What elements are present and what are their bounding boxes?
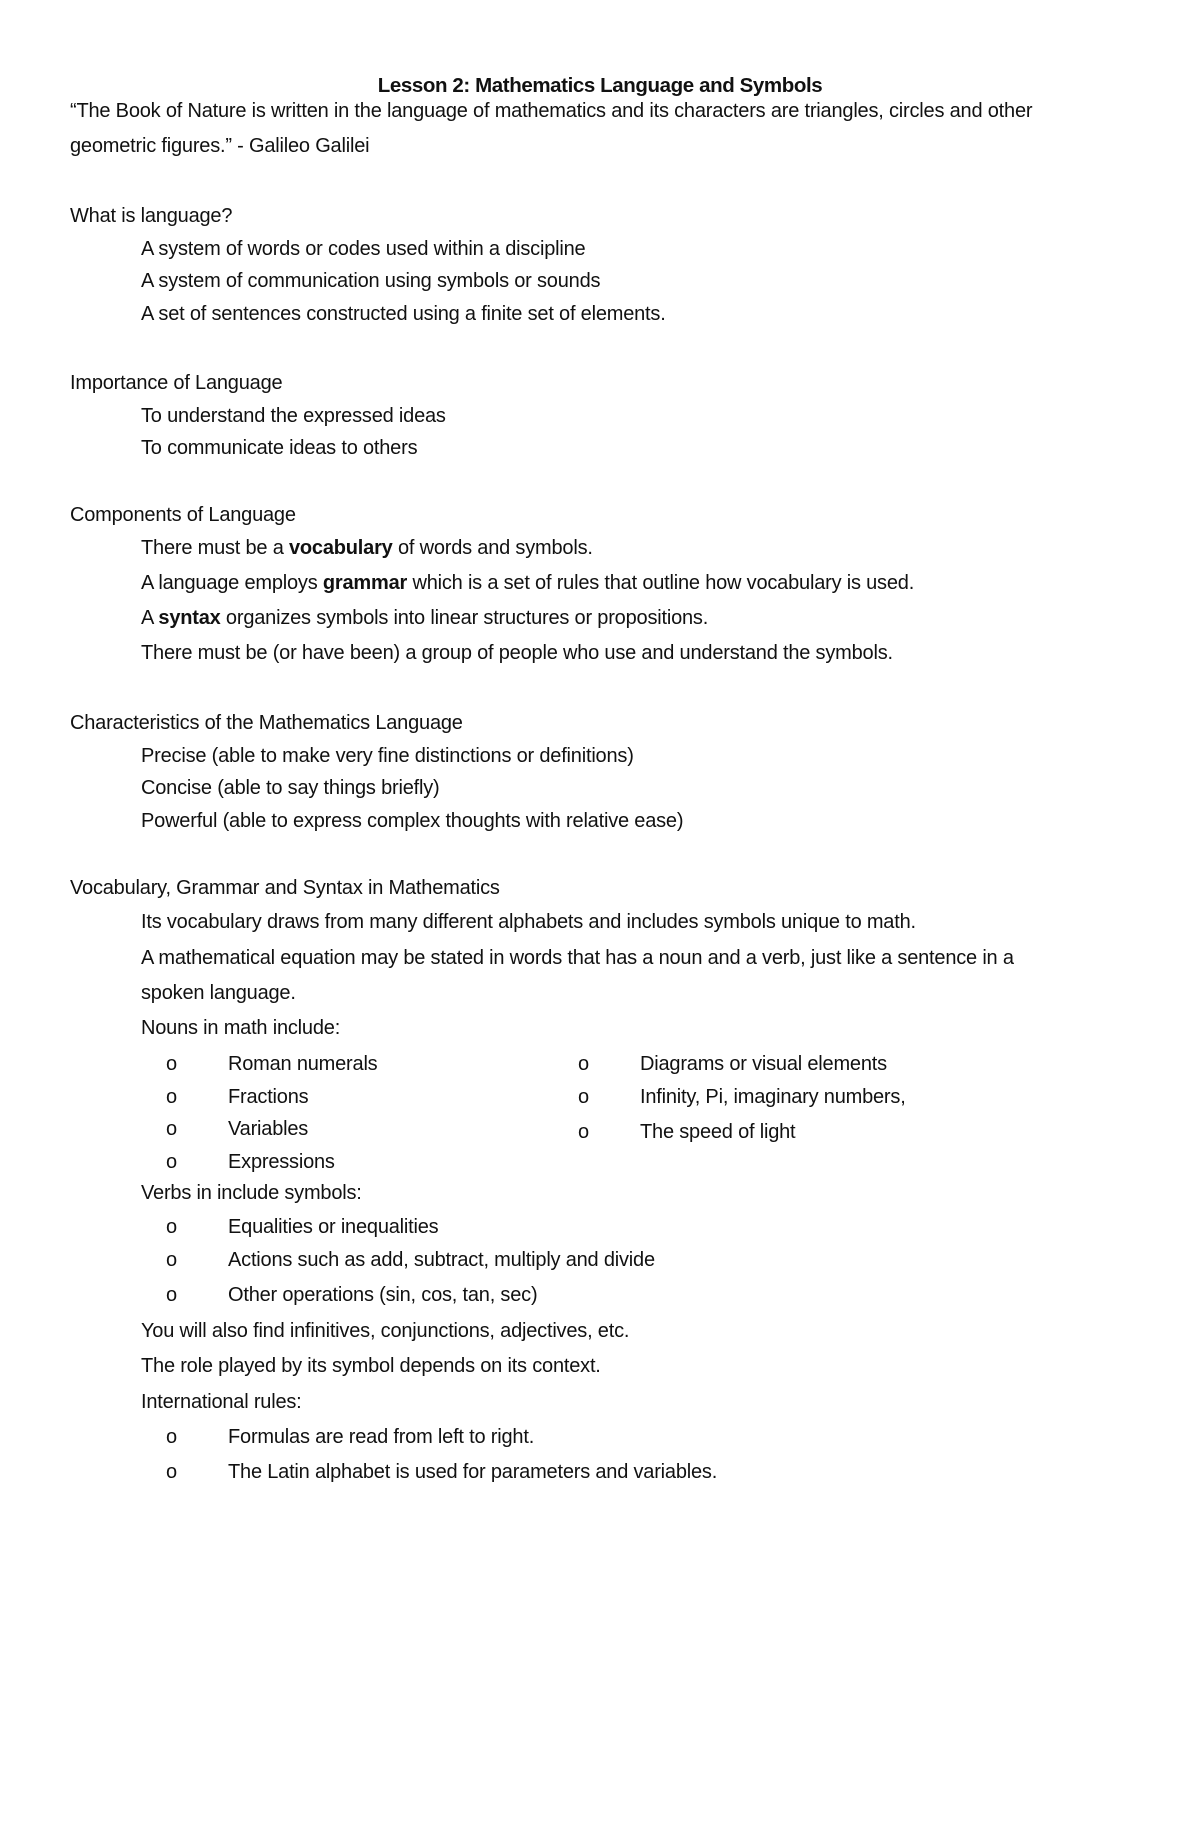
text-segment: of words and symbols. bbox=[392, 537, 593, 559]
noun-text: The speed of light bbox=[640, 1121, 796, 1143]
vgs-paragraph: Its vocabulary draws from many different alphabets and includes symbols unique to math. bbox=[141, 911, 916, 933]
noun-item bbox=[166, 1051, 378, 1077]
vgs-paragraph: A mathematical equation may be stated in words that has a noun and a verb, just like a sentence in a bbox=[141, 947, 1014, 969]
section-heading-components: Components of Language bbox=[70, 504, 296, 526]
component-syntax bbox=[141, 605, 708, 631]
bold-term-syntax: syntax bbox=[158, 607, 221, 629]
noun-text: Variables bbox=[228, 1118, 309, 1140]
verb-item bbox=[166, 1247, 655, 1273]
rule-text: Formulas are read from left to right. bbox=[228, 1426, 535, 1448]
section-heading-importance: Importance of Language bbox=[70, 372, 283, 394]
noun-text: Infinity, Pi, imaginary numbers, bbox=[640, 1086, 906, 1108]
bullet-icon: o bbox=[166, 1216, 177, 1238]
verb-text: Equalities or inequalities bbox=[228, 1216, 439, 1238]
characteristic-item: Precise (able to make very fine distinctions or definitions) bbox=[141, 745, 634, 767]
text-segment: There must be a bbox=[141, 537, 289, 559]
text-segment: which is a set of rules that outline how vocabulary is used. bbox=[407, 572, 915, 594]
page-title: Lesson 2: Mathematics Language and Symbols bbox=[377, 74, 823, 97]
section-heading-characteristics: Characteristics of the Mathematics Language bbox=[70, 712, 463, 734]
rule-item bbox=[166, 1424, 534, 1450]
bullet-icon: o bbox=[166, 1284, 177, 1306]
noun-item bbox=[578, 1084, 906, 1110]
bullet-icon: o bbox=[166, 1249, 177, 1271]
characteristic-item: Powerful (able to express complex thoughts with relative ease) bbox=[141, 810, 684, 832]
component-vocabulary bbox=[141, 535, 593, 561]
noun-item bbox=[578, 1119, 795, 1145]
noun-text: Fractions bbox=[228, 1086, 309, 1108]
rule-item bbox=[166, 1459, 717, 1485]
language-item: A set of sentences constructed using a finite set of elements. bbox=[141, 303, 666, 325]
verb-item bbox=[166, 1214, 438, 1240]
bullet-icon: o bbox=[166, 1118, 177, 1140]
vgs-paragraph: The role played by its symbol depends on its context. bbox=[141, 1355, 601, 1377]
noun-text: Expressions bbox=[228, 1151, 335, 1173]
verb-item bbox=[166, 1282, 537, 1308]
section-heading-vgs: Vocabulary, Grammar and Syntax in Mathematics bbox=[70, 877, 500, 899]
quote-line-1: “The Book of Nature is written in the language of mathematics and its characters are triangles, circles and other bbox=[70, 100, 1033, 122]
bold-term-grammar: grammar bbox=[322, 572, 408, 594]
bold-term-vocabulary: vocabulary bbox=[288, 537, 393, 559]
noun-text: Roman numerals bbox=[228, 1053, 378, 1075]
component-grammar bbox=[141, 570, 914, 596]
verb-text: Actions such as add, subtract, multiply and divide bbox=[228, 1249, 655, 1271]
bullet-icon: o bbox=[578, 1086, 589, 1108]
importance-item: To understand the expressed ideas bbox=[141, 405, 446, 427]
vgs-paragraph: spoken language. bbox=[141, 982, 296, 1004]
text-segment: A language employs bbox=[141, 572, 323, 594]
international-rules-label: International rules: bbox=[141, 1391, 302, 1413]
verb-text: Other operations (sin, cos, tan, sec) bbox=[228, 1284, 538, 1306]
bullet-icon: o bbox=[166, 1053, 177, 1075]
vgs-paragraph: You will also find infinitives, conjunctions, adjectives, etc. bbox=[141, 1320, 630, 1342]
verbs-label: Verbs in include symbols: bbox=[141, 1182, 362, 1204]
nouns-label: Nouns in math include: bbox=[141, 1017, 341, 1039]
bullet-icon: o bbox=[578, 1053, 589, 1075]
component-people: There must be (or have been) a group of people who use and understand the symbols. bbox=[141, 642, 893, 664]
language-item: A system of words or codes used within a discipline bbox=[141, 238, 586, 260]
noun-item bbox=[578, 1051, 887, 1077]
language-item: A system of communication using symbols or sounds bbox=[141, 270, 601, 292]
section-heading-language: What is language? bbox=[70, 205, 233, 227]
bullet-icon: o bbox=[166, 1151, 177, 1173]
text-segment: A bbox=[141, 607, 159, 629]
noun-item bbox=[166, 1084, 308, 1110]
noun-item bbox=[166, 1149, 335, 1175]
bullet-icon: o bbox=[166, 1461, 177, 1483]
quote-line-2: geometric figures.” - Galileo Galilei bbox=[70, 135, 370, 157]
noun-text: Diagrams or visual elements bbox=[640, 1053, 887, 1075]
text-segment: organizes symbols into linear structures or propositions. bbox=[220, 607, 709, 629]
bullet-icon: o bbox=[166, 1086, 177, 1108]
bullet-icon: o bbox=[578, 1121, 589, 1143]
bullet-icon: o bbox=[166, 1426, 177, 1448]
rule-text: The Latin alphabet is used for parameters and variables. bbox=[228, 1461, 718, 1483]
noun-item bbox=[166, 1116, 308, 1142]
characteristic-item: Concise (able to say things briefly) bbox=[141, 777, 440, 799]
importance-item: To communicate ideas to others bbox=[141, 437, 418, 459]
